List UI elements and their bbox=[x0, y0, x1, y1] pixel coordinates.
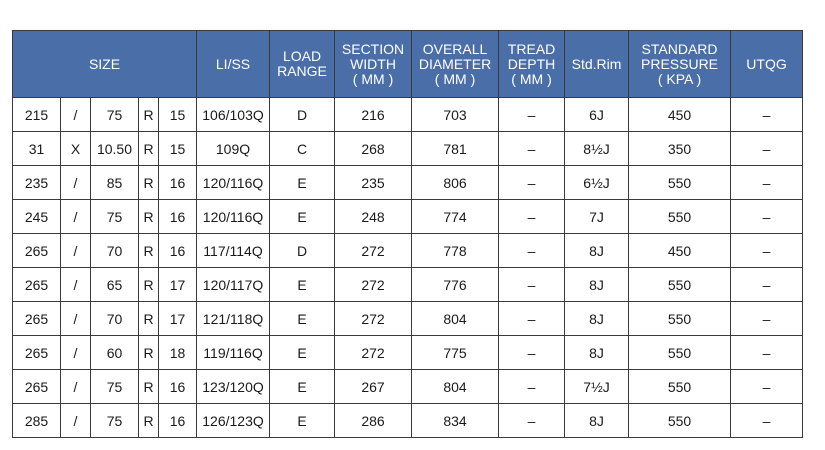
utqg-cell: – bbox=[731, 370, 803, 404]
std-rim-cell: 7J bbox=[565, 200, 629, 234]
size-rim-diameter-cell: 17 bbox=[159, 302, 197, 336]
load-range-cell: E bbox=[270, 302, 335, 336]
header-overall-diameter-line: DIAMETER bbox=[418, 55, 492, 72]
section-width-cell: 268 bbox=[335, 132, 412, 166]
size-separator-cell: X bbox=[61, 132, 91, 166]
overall-diameter-cell: 806 bbox=[412, 166, 499, 200]
header-load-range-line: RANGE bbox=[277, 63, 327, 79]
header-size bbox=[13, 31, 197, 98]
size-width-cell: 265 bbox=[13, 370, 61, 404]
overall-diameter-cell: 775 bbox=[412, 336, 499, 370]
table-row bbox=[13, 200, 803, 234]
std-rim-cell: 8J bbox=[565, 336, 629, 370]
standard-pressure-cell: 550 bbox=[629, 370, 731, 404]
size-width-cell: 215 bbox=[13, 98, 61, 132]
size-ratio-cell: 75 bbox=[91, 98, 139, 132]
std-rim-cell: 6J bbox=[565, 98, 629, 132]
table-row bbox=[13, 302, 803, 336]
standard-pressure-cell: 550 bbox=[629, 302, 731, 336]
size-width-cell: 31 bbox=[13, 132, 61, 166]
size-construction-cell: R bbox=[139, 166, 159, 200]
std-rim-cell: 8½J bbox=[565, 132, 629, 166]
tread-depth-cell: – bbox=[499, 268, 565, 302]
utqg-cell: – bbox=[731, 302, 803, 336]
size-rim-diameter-cell: 16 bbox=[159, 166, 197, 200]
size-construction-cell: R bbox=[139, 98, 159, 132]
header-std-rim bbox=[565, 31, 629, 98]
header-std-rim-label: Std.Rim bbox=[571, 55, 622, 72]
header-overall-diameter-line: OVERALL bbox=[422, 40, 488, 57]
section-width-cell: 216 bbox=[335, 98, 412, 132]
li-ss-cell: 106/103Q bbox=[197, 98, 270, 132]
load-range-cell: D bbox=[270, 234, 335, 268]
tread-depth-cell: – bbox=[499, 404, 565, 438]
table-row bbox=[13, 132, 803, 166]
std-rim-cell: 8J bbox=[565, 302, 629, 336]
utqg-cell: – bbox=[731, 268, 803, 302]
header-tread-depth-line: TREAD bbox=[507, 40, 556, 57]
standard-pressure-cell: 350 bbox=[629, 132, 731, 166]
size-ratio-cell: 75 bbox=[91, 370, 139, 404]
standard-pressure-cell: 450 bbox=[629, 98, 731, 132]
overall-diameter-cell: 804 bbox=[412, 370, 499, 404]
overall-diameter-cell: 776 bbox=[412, 268, 499, 302]
tread-depth-cell: – bbox=[499, 132, 565, 166]
size-width-cell: 285 bbox=[13, 404, 61, 438]
standard-pressure-cell: 550 bbox=[629, 166, 731, 200]
size-separator-cell: / bbox=[61, 404, 91, 438]
tread-depth-cell: – bbox=[499, 302, 565, 336]
size-separator-cell: / bbox=[61, 166, 91, 200]
size-rim-diameter-cell: 16 bbox=[159, 404, 197, 438]
size-ratio-cell: 65 bbox=[91, 268, 139, 302]
load-range-cell: E bbox=[270, 404, 335, 438]
load-range-cell: E bbox=[270, 166, 335, 200]
header-utqg bbox=[731, 31, 803, 98]
utqg-cell: – bbox=[731, 336, 803, 370]
size-construction-cell: R bbox=[139, 336, 159, 370]
std-rim-cell: 8J bbox=[565, 268, 629, 302]
table-row bbox=[13, 370, 803, 404]
header-standard-pressure-line: STANDARD bbox=[641, 40, 718, 57]
li-ss-cell: 121/118Q bbox=[197, 302, 270, 336]
size-separator-cell: / bbox=[61, 268, 91, 302]
table-row bbox=[13, 234, 803, 268]
size-construction-cell: R bbox=[139, 268, 159, 302]
header-section-width-line: WIDTH bbox=[350, 55, 396, 72]
tire-spec-table bbox=[12, 30, 803, 438]
size-separator-cell: / bbox=[61, 234, 91, 268]
load-range-cell: E bbox=[270, 336, 335, 370]
li-ss-cell: 117/114Q bbox=[197, 234, 270, 268]
load-range-cell: E bbox=[270, 200, 335, 234]
size-rim-diameter-cell: 17 bbox=[159, 268, 197, 302]
size-separator-cell: / bbox=[61, 98, 91, 132]
header-section-width-line: SECTION bbox=[341, 40, 405, 57]
size-construction-cell: R bbox=[139, 302, 159, 336]
standard-pressure-cell: 550 bbox=[629, 336, 731, 370]
overall-diameter-cell: 703 bbox=[412, 98, 499, 132]
size-width-cell: 265 bbox=[13, 234, 61, 268]
size-width-cell: 265 bbox=[13, 302, 61, 336]
utqg-cell: – bbox=[731, 404, 803, 438]
section-width-cell: 248 bbox=[335, 200, 412, 234]
size-ratio-cell: 60 bbox=[91, 336, 139, 370]
section-width-cell: 267 bbox=[335, 370, 412, 404]
size-construction-cell: R bbox=[139, 370, 159, 404]
section-width-cell: 286 bbox=[335, 404, 412, 438]
header-section-width bbox=[335, 31, 412, 98]
size-width-cell: 265 bbox=[13, 268, 61, 302]
size-construction-cell: R bbox=[139, 404, 159, 438]
size-rim-diameter-cell: 16 bbox=[159, 200, 197, 234]
utqg-cell: – bbox=[731, 98, 803, 132]
section-width-cell: 272 bbox=[335, 234, 412, 268]
li-ss-cell: 123/120Q bbox=[197, 370, 270, 404]
std-rim-cell: 7½J bbox=[565, 370, 629, 404]
header-tread-depth-line: DEPTH bbox=[507, 55, 556, 72]
table-row bbox=[13, 98, 803, 132]
header-size-label: SIZE bbox=[88, 55, 121, 72]
header-standard-pressure bbox=[629, 31, 731, 98]
overall-diameter-cell: 774 bbox=[412, 200, 499, 234]
utqg-cell: – bbox=[731, 166, 803, 200]
overall-diameter-cell: 778 bbox=[412, 234, 499, 268]
size-ratio-cell: 75 bbox=[91, 404, 139, 438]
standard-pressure-cell: 550 bbox=[629, 268, 731, 302]
size-ratio-cell: 85 bbox=[91, 166, 139, 200]
std-rim-cell: 6½J bbox=[565, 166, 629, 200]
tread-depth-cell: – bbox=[499, 166, 565, 200]
std-rim-cell: 8J bbox=[565, 404, 629, 438]
tread-depth-cell: – bbox=[499, 234, 565, 268]
size-width-cell: 245 bbox=[13, 200, 61, 234]
overall-diameter-cell: 781 bbox=[412, 132, 499, 166]
standard-pressure-cell: 550 bbox=[629, 404, 731, 438]
load-range-cell: D bbox=[270, 98, 335, 132]
header-load-range bbox=[270, 31, 335, 98]
size-rim-diameter-cell: 16 bbox=[159, 234, 197, 268]
tread-depth-cell: – bbox=[499, 200, 565, 234]
load-range-cell: E bbox=[270, 268, 335, 302]
tread-depth-cell: – bbox=[499, 336, 565, 370]
utqg-cell: – bbox=[731, 234, 803, 268]
size-ratio-cell: 75 bbox=[91, 200, 139, 234]
std-rim-cell: 8J bbox=[565, 234, 629, 268]
li-ss-cell: 120/117Q bbox=[197, 268, 270, 302]
size-separator-cell: / bbox=[61, 370, 91, 404]
header-li-ss bbox=[197, 31, 270, 98]
li-ss-cell: 109Q bbox=[197, 132, 270, 166]
header-overall-diameter bbox=[412, 31, 499, 98]
table-row bbox=[13, 268, 803, 302]
header-tread-depth-unit: ( MM ) bbox=[511, 70, 552, 87]
tread-depth-cell: – bbox=[499, 370, 565, 404]
header-tread-depth bbox=[499, 31, 565, 98]
size-ratio-cell: 70 bbox=[91, 302, 139, 336]
size-construction-cell: R bbox=[139, 234, 159, 268]
li-ss-cell: 119/116Q bbox=[197, 336, 270, 370]
header-standard-pressure-line: PRESSURE bbox=[641, 55, 719, 72]
size-ratio-cell: 70 bbox=[91, 234, 139, 268]
overall-diameter-cell: 834 bbox=[412, 404, 499, 438]
standard-pressure-cell: 450 bbox=[629, 234, 731, 268]
header-load-range-line: LOAD bbox=[282, 48, 322, 64]
section-width-cell: 272 bbox=[335, 302, 412, 336]
utqg-cell: – bbox=[731, 132, 803, 166]
header-li-ss-label: LI/SS bbox=[215, 55, 251, 72]
size-width-cell: 235 bbox=[13, 166, 61, 200]
table-row bbox=[13, 166, 803, 200]
size-ratio-cell: 10.50 bbox=[91, 132, 139, 166]
li-ss-cell: 120/116Q bbox=[197, 166, 270, 200]
header-section-width-unit: ( MM ) bbox=[352, 70, 394, 87]
table-row bbox=[13, 404, 803, 438]
size-separator-cell: / bbox=[61, 302, 91, 336]
size-separator-cell: / bbox=[61, 336, 91, 370]
li-ss-cell: 120/116Q bbox=[197, 200, 270, 234]
size-separator-cell: / bbox=[61, 200, 91, 234]
size-construction-cell: R bbox=[139, 132, 159, 166]
utqg-cell: – bbox=[731, 200, 803, 234]
header-overall-diameter-unit: ( MM ) bbox=[434, 70, 476, 87]
header-standard-pressure-unit: ( KPA ) bbox=[657, 70, 702, 87]
table-row bbox=[13, 336, 803, 370]
header-row bbox=[13, 31, 803, 98]
size-rim-diameter-cell: 15 bbox=[159, 98, 197, 132]
section-width-cell: 235 bbox=[335, 166, 412, 200]
size-construction-cell: R bbox=[139, 200, 159, 234]
section-width-cell: 272 bbox=[335, 268, 412, 302]
header-utqg-label: UTQG bbox=[746, 55, 787, 72]
size-rim-diameter-cell: 16 bbox=[159, 370, 197, 404]
size-rim-diameter-cell: 18 bbox=[159, 336, 197, 370]
size-width-cell: 265 bbox=[13, 336, 61, 370]
size-rim-diameter-cell: 15 bbox=[159, 132, 197, 166]
standard-pressure-cell: 550 bbox=[629, 200, 731, 234]
load-range-cell: C bbox=[270, 132, 335, 166]
overall-diameter-cell: 804 bbox=[412, 302, 499, 336]
load-range-cell: E bbox=[270, 370, 335, 404]
section-width-cell: 272 bbox=[335, 336, 412, 370]
tread-depth-cell: – bbox=[499, 98, 565, 132]
li-ss-cell: 126/123Q bbox=[197, 404, 270, 438]
